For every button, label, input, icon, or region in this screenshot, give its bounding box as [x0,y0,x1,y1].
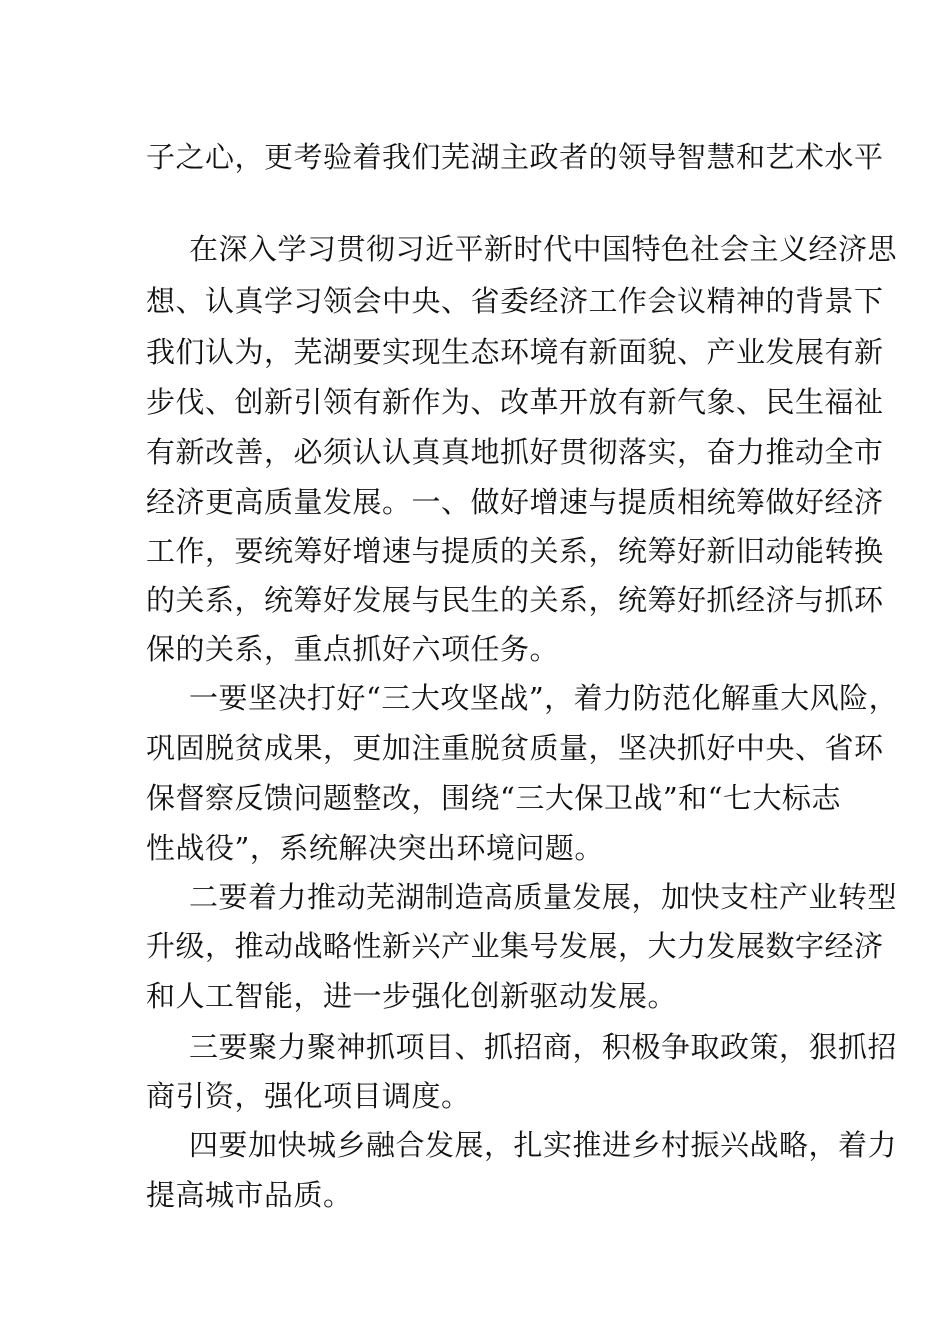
paragraph-first-line: 在深入学习贯彻习近平新时代中国特色社会主义经济思 [189,232,898,266]
text-line: 我们认为，芜湖要实现生态环境有新面貌、产业发展有新 [146,335,884,369]
text-line: 工作，要统筹好增速与提质的关系，统筹好新旧动能转换 [146,534,884,568]
text-line: 和人工智能，进一步强化创新驱动发展。 [146,979,678,1013]
text-line: 升级，推动战略性新兴产业集号发展，大力发展数字经济 [146,929,884,963]
text-line: 步伐、创新引领有新作为、改革开放有新气象、民生福祉 [146,385,884,419]
text-line: 想、认真学习领会中央、省委经济工作会议精神的背景下 [146,284,884,318]
paragraph-first-line: 一要坚决打好“三大攻坚战”，着力防范化解重大风险， [189,681,899,715]
paragraph-first-line: 三要聚力聚神抓项目、抓招商，积极争取政策，狠抓招 [189,1030,898,1064]
paragraph-first-line: 二要着力推动芜湖制造高质量发展，加快支柱产业转型 [189,880,898,914]
text-line: 经济更高质量发展。一、做好增速与提质相统筹做好经济 [146,485,884,519]
paragraph-first-line: 四要加快城乡融合发展，扎实推进乡村振兴战略，着力 [189,1128,898,1162]
text-line: 子之心，更考验着我们芜湖主政者的领导智慧和艺术水平 [146,140,884,174]
text-line: 的关系，统筹好发展与民生的关系，统筹好抓经济与抓环 [146,583,884,617]
text-line: 巩固脱贫成果，更加注重脱贫质量，坚决抓好中央、省环 [146,731,884,765]
text-line: 商引资，强化项目调度。 [146,1079,471,1113]
text-line: 提高城市品质。 [146,1178,353,1212]
text-line: 保督察反馈问题整改，围绕“三大保卫战”和“七大标志 [146,781,841,815]
text-line: 有新改善，必须认认真真地抓好贯彻落实，奋力推动全市 [146,435,884,469]
text-line: 性战役”，系统解决突出环境问题。 [146,831,604,865]
text-line: 保的关系，重点抓好六项任务。 [146,632,560,666]
